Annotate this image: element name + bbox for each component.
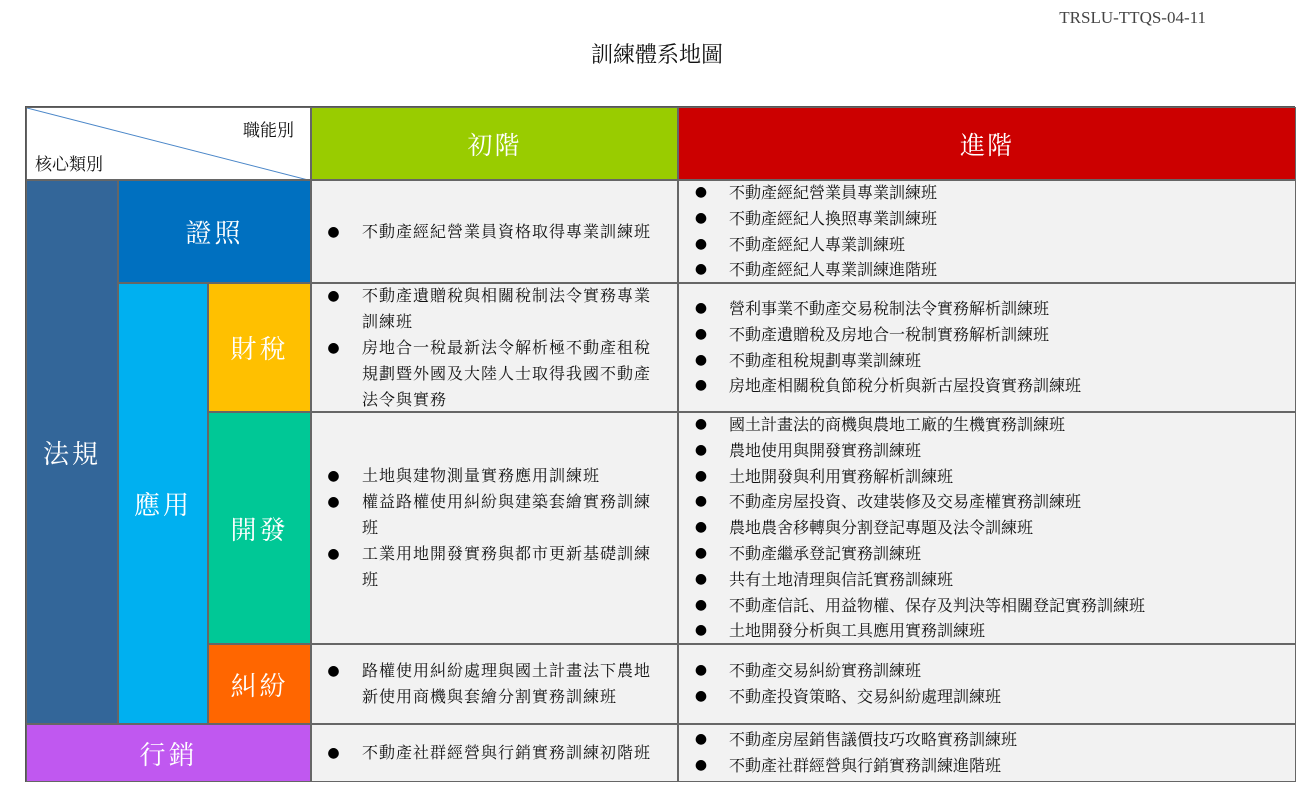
- basic-level-header: 初階: [311, 107, 678, 180]
- course-name: 不動產社群經營與行銷實務訓練初階班: [362, 743, 652, 762]
- course-item: [691, 232, 1285, 258]
- course-name: 不動產房屋銷售議價技巧攻略實務訓練班: [729, 730, 1018, 750]
- bullet-icon: ●: [327, 287, 341, 304]
- category-marketing: 行銷: [26, 724, 311, 782]
- development-basic-courses: [311, 412, 678, 644]
- function-label: 職能別: [243, 121, 294, 141]
- course-item: [324, 463, 667, 489]
- category-tax: 財稅: [208, 283, 311, 412]
- course-name: 不動產遺贈稅及房地合一稅制實務解析訓練班: [729, 324, 1050, 344]
- bullet-icon: ●: [694, 662, 708, 679]
- dispute-basic-courses: [311, 644, 678, 724]
- dispute-advanced-courses: [678, 644, 1296, 724]
- bullet-icon: ●: [327, 663, 341, 679]
- course-item: [691, 541, 1285, 567]
- advanced-level-header: 進階: [678, 107, 1296, 180]
- bullet-icon: ●: [327, 223, 341, 240]
- course-name: 營利事業不動產交易稅制法令實務解析訓練班: [729, 298, 1050, 318]
- course-item: [691, 684, 1285, 710]
- course-name: 土地開發與利用實務解析訓練班: [729, 466, 954, 486]
- core-category-label: 核心類別: [35, 155, 103, 175]
- category-development: 開發: [208, 412, 311, 644]
- course-name: 不動產投資策略、交易糾紛處理訓練班: [729, 687, 1002, 706]
- course-name: 權益路權使用糾紛與建築套繪實務訓練班: [362, 492, 652, 537]
- course-name: 不動產經紀人專業訓練進階班: [729, 260, 938, 280]
- course-item: [324, 219, 667, 245]
- course-name: 不動產經紀營業員資格取得專業訓練班: [362, 221, 652, 241]
- course-name: 不動產經紀營業員專業訓練班: [729, 182, 938, 202]
- course-item: [691, 348, 1285, 374]
- bullet-icon: ●: [694, 519, 708, 536]
- bullet-icon: ●: [327, 468, 341, 484]
- tax-basic-courses: [311, 283, 678, 412]
- bullet-icon: ●: [694, 493, 708, 510]
- course-item: [691, 322, 1285, 348]
- course-item: [691, 438, 1285, 464]
- course-name: 房地產相關稅負節稅分析與新古屋投資實務訓練班: [729, 376, 1082, 396]
- course-item: [691, 206, 1285, 232]
- marketing-basic-courses: [311, 724, 678, 782]
- bullet-icon: ●: [694, 570, 708, 587]
- bullet-icon: ●: [694, 544, 708, 561]
- course-item: [691, 658, 1285, 684]
- course-item: [691, 753, 1285, 779]
- course-item: [691, 489, 1285, 515]
- bullet-icon: ●: [694, 415, 708, 432]
- category-certificate: 證照: [118, 180, 311, 283]
- bullet-icon: ●: [694, 688, 708, 704]
- bullet-icon: ●: [694, 622, 708, 639]
- course-item: [324, 283, 667, 335]
- bullet-icon: ●: [694, 467, 708, 484]
- development-advanced-courses: [678, 412, 1296, 644]
- course-item: [324, 541, 667, 593]
- course-name: 不動產交易糾紛實務訓練班: [729, 661, 922, 681]
- course-item: [324, 489, 667, 541]
- course-name: 不動產遺贈稅與相關稅制法令實務專業訓練班: [362, 285, 652, 331]
- course-name: 土地開發分析與工具應用實務訓練班: [729, 621, 986, 641]
- course-item: [324, 658, 667, 710]
- course-item: [691, 296, 1285, 322]
- course-name: 不動產信託、用益物權、保存及判決等相關登記實務訓練班: [729, 595, 1146, 615]
- course-name: 不動產經紀人換照專業訓練班: [729, 208, 938, 228]
- bullet-icon: ●: [694, 299, 708, 316]
- bullet-icon: ●: [327, 745, 341, 761]
- course-name: 不動產租稅規劃專業訓練班: [729, 350, 922, 370]
- certificate-advanced-courses: [678, 180, 1296, 283]
- bullet-icon: ●: [694, 235, 708, 252]
- bullet-icon: ●: [327, 546, 341, 562]
- course-item: [324, 335, 667, 413]
- course-name: 農地農舍移轉與分割登記專題及法令訓練班: [729, 518, 1034, 538]
- marketing-advanced-courses: [678, 724, 1296, 782]
- course-item: [691, 464, 1285, 490]
- course-name: 不動產繼承登記實務訓練班: [729, 543, 922, 563]
- bullet-icon: ●: [694, 183, 708, 200]
- category-application: 應用: [118, 283, 208, 724]
- course-item: [691, 618, 1285, 644]
- course-item: [324, 740, 667, 766]
- bullet-icon: ●: [694, 757, 708, 773]
- course-item: [691, 257, 1285, 283]
- course-item: [691, 180, 1285, 206]
- course-item: [691, 515, 1285, 541]
- header-corner-cell: [26, 107, 311, 180]
- training-map-table: [25, 106, 1295, 782]
- bullet-icon: ●: [694, 325, 708, 342]
- course-name: 不動產社群經營與行銷實務訓練進階班: [729, 756, 1002, 775]
- course-name: 房地合一稅最新法令解析極不動產租稅規劃暨外國及大陸人士取得我國不動產法令與實務: [362, 337, 652, 409]
- bullet-icon: ●: [694, 731, 708, 748]
- course-name: 不動產房屋投資、改建裝修及交易產權實務訓練班: [729, 492, 1082, 512]
- course-name: 工業用地開發實務與都市更新基礎訓練班: [362, 544, 652, 589]
- bullet-icon: ●: [694, 209, 708, 226]
- course-name: 土地與建物測量實務應用訓練班: [362, 466, 601, 485]
- page-title: 訓練體系地圖: [590, 43, 723, 68]
- course-item: [691, 373, 1285, 399]
- course-item: [691, 567, 1285, 593]
- bullet-icon: ●: [694, 377, 708, 394]
- category-dispute: 糾紛: [208, 644, 311, 724]
- course-name: 農地使用與開發實務訓練班: [729, 440, 922, 460]
- course-item: [691, 412, 1285, 438]
- bullet-icon: ●: [694, 596, 708, 613]
- course-name: 路權使用糾紛處理與國土計畫法下農地新使用商機與套繪分割實務訓練班: [362, 661, 652, 706]
- bullet-icon: ●: [327, 339, 341, 356]
- bullet-icon: ●: [327, 494, 341, 510]
- category-law: 法規: [26, 180, 118, 724]
- course-item: [691, 727, 1285, 753]
- course-name: 不動產經紀人專業訓練班: [729, 234, 906, 254]
- document-code: TRSLU-TTQS-04-11: [1059, 8, 1206, 27]
- certificate-basic-courses: [311, 180, 678, 283]
- bullet-icon: ●: [694, 351, 708, 368]
- bullet-icon: ●: [694, 261, 708, 278]
- course-item: [691, 593, 1285, 619]
- tax-advanced-courses: [678, 283, 1296, 412]
- course-name: 國土計畫法的商機與農地工廠的生機實務訓練班: [729, 414, 1066, 434]
- course-name: 共有土地清理與信託實務訓練班: [729, 569, 954, 589]
- bullet-icon: ●: [694, 441, 708, 458]
